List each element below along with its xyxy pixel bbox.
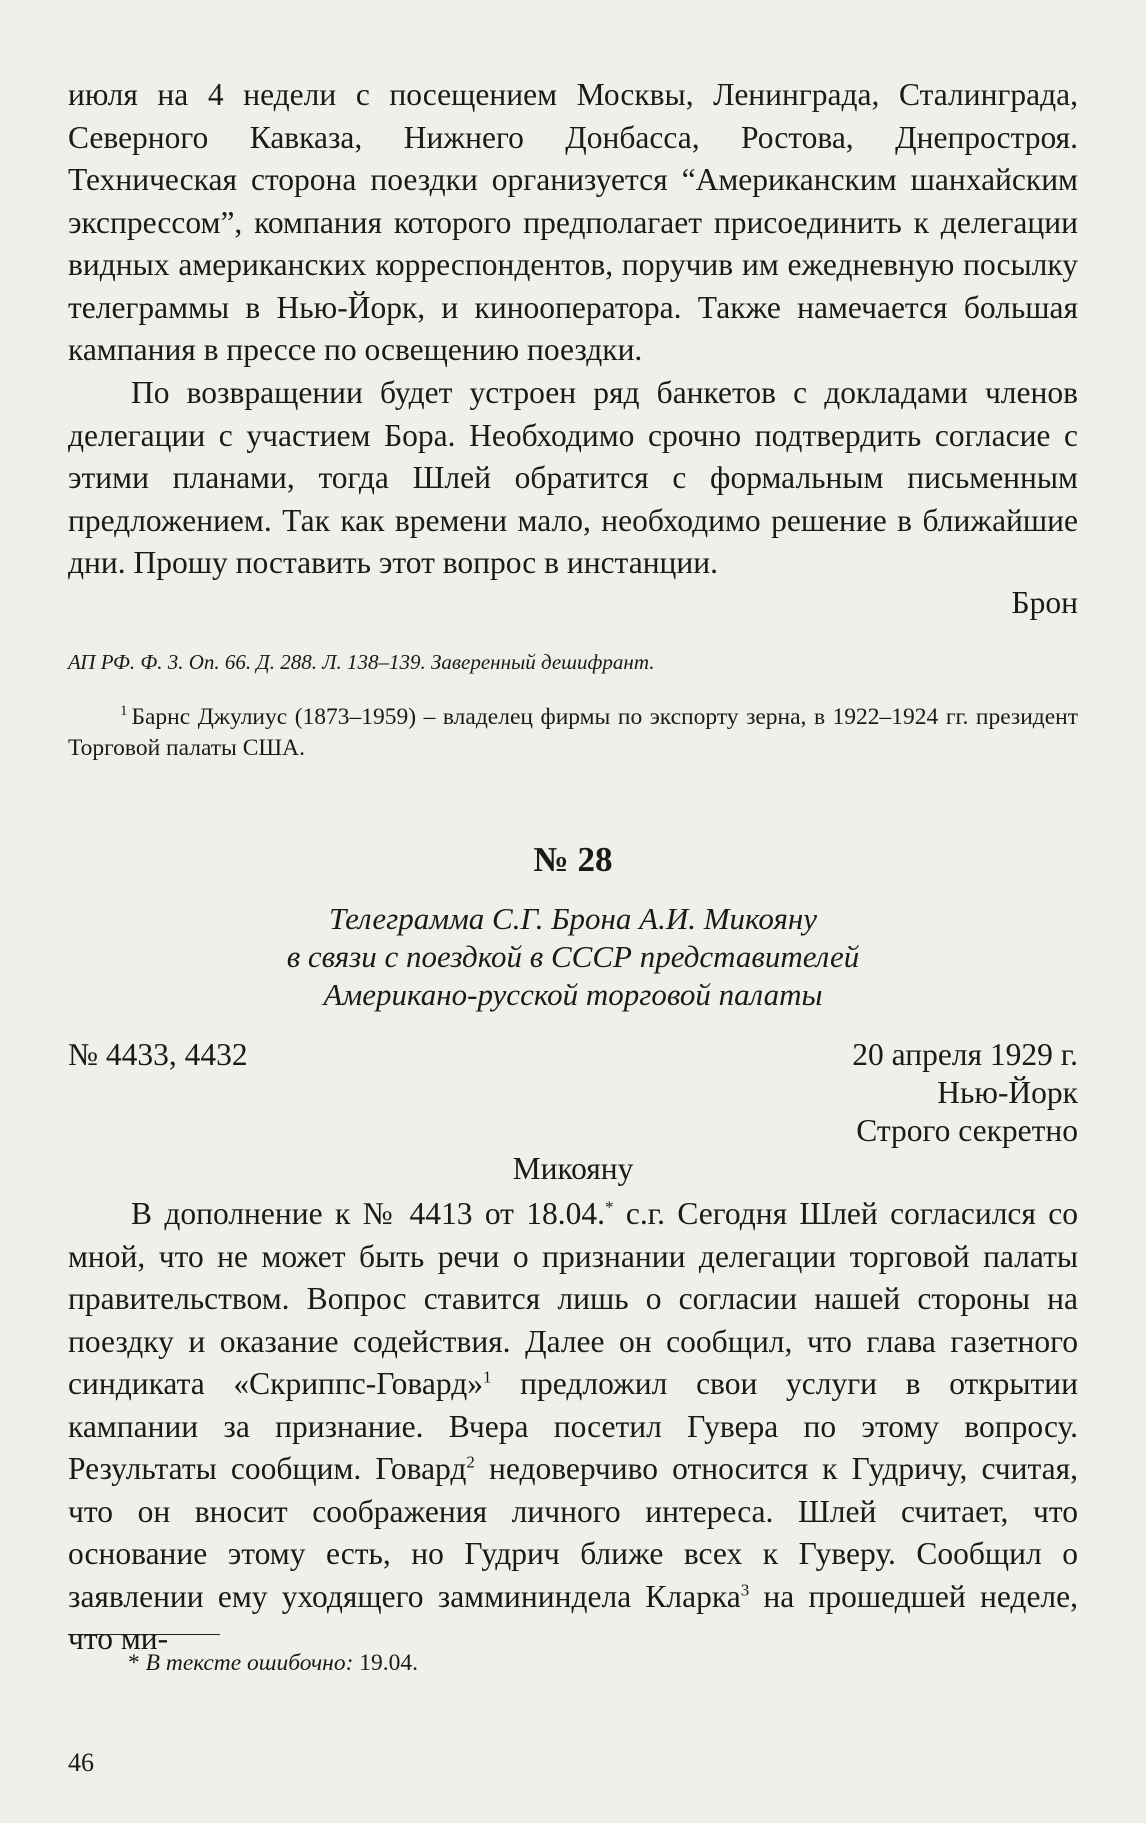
- footnote-ref-3: 3: [740, 1580, 750, 1599]
- asterisk-note-mark: *: [128, 1650, 140, 1676]
- addressee: Микояну: [512, 1151, 634, 1186]
- paragraph-2: По возвращении будет устроен ряд банкетов с докладами членов делегации с участием Бора. Необходимо срочно подтвердить согласие с этими планами, тогда Шлей обратится с формальным письменным предложением. Так как времени мало, необходимо решение в ближайшие дни. Прошу поставить этот вопрос в инстанции.: [68, 375, 1078, 580]
- footnote-1-number: 1: [120, 703, 128, 719]
- document-title-line-2: в связи с поездкой в СССР представителей: [286, 939, 860, 974]
- paragraph-3: [68, 1193, 1078, 1661]
- paragraph-2-block: [68, 372, 1078, 585]
- document-title-line-1: Телеграмма С.Г. Брона А.И. Микояну: [328, 901, 818, 936]
- document-title-line-3: Американо-русской торговой палаты: [323, 977, 823, 1012]
- asterisk-note-value: 19.04.: [359, 1650, 419, 1676]
- paragraph-3-part-a: В дополнение к № 4413 от 18.04.: [131, 1196, 606, 1231]
- footnote-1: [68, 696, 1078, 764]
- telegram-meta-row: [68, 1036, 1078, 1074]
- footnote-ref-2: 2: [466, 1452, 475, 1472]
- paragraph-3-part-b: с.г. Сегодня Шлей согласился со мной, что не может быть речи о признании делегации торговой палаты правительством. Вопрос ставится лишь о согласии нашей стороны на поездку и оказание содействия. Далее он сообщил, что глава газетного синдиката «Скриппс-Говард»: [68, 1196, 1078, 1401]
- asterisk-note: [128, 1648, 1028, 1678]
- paragraph-1: июля на 4 недели с посещением Москвы, Ленинграда, Сталинграда, Северного Кавказа, Нижнего Донбасса, Ростова, Днепростроя. Техническая сторона поездки организуется “Американским шанхайским экспрессом”, компания которого предполагает присоединить к делегации видных американских корреспондентов, поручив им ежедневную посылку телеграммы в Нью-Йорк, и кинооператора. Также намечается большая кампания в прессе по освещению поездки.: [68, 77, 1078, 367]
- telegram-date: 20 апреля 1929 г.: [852, 1037, 1078, 1072]
- paragraph-3-part-d: недоверчиво относится к Гудричу, считая, что он вносит соображения личного интереса. Шлей считает, что основание этому есть, но Гудрич ближе всех к Гуверу. Сообщил о заявлении ему уходящего заммининдела Кларка: [68, 1451, 1078, 1614]
- footnote-1-text: Барнс Джулиус (1873–1959) – владелец фирмы по экспорту зерна, в 1922–1924 гг. президент Торговой палаты США.: [68, 703, 1078, 761]
- telegram-ref-numbers: № 4433, 4432: [68, 1037, 248, 1072]
- footnote-ref-1: 1: [482, 1367, 492, 1387]
- paragraph-3-part-c: предложил свои услуги в открытии кампании за признание. Вчера посетил Гувера по этому вопросу. Результаты сообщим. Говард: [68, 1366, 1078, 1486]
- archive-reference: АП РФ. Ф. 3. Оп. 66. Д. 288. Л. 138–139. Заверенный дешифрант.: [68, 650, 655, 674]
- asterisk-note-label: В тексте ошибочно:: [145, 1650, 354, 1676]
- telegram-place: Нью-Йорк: [937, 1075, 1078, 1110]
- paragraph-1-block: [68, 74, 1078, 372]
- footnote-rule: [68, 1634, 220, 1635]
- asterisk-mark: *: [605, 1197, 614, 1217]
- paragraph-3-part-e: на прошедшей неделе, что ми-: [68, 1578, 1078, 1656]
- classification-label: Строго секретно: [856, 1113, 1078, 1148]
- document-number: № 28: [533, 840, 613, 879]
- paragraph-3-block: [68, 1193, 1078, 1661]
- page-number: 46: [68, 1748, 94, 1777]
- signature: Брон: [1011, 585, 1078, 620]
- document-title: [68, 900, 1078, 1014]
